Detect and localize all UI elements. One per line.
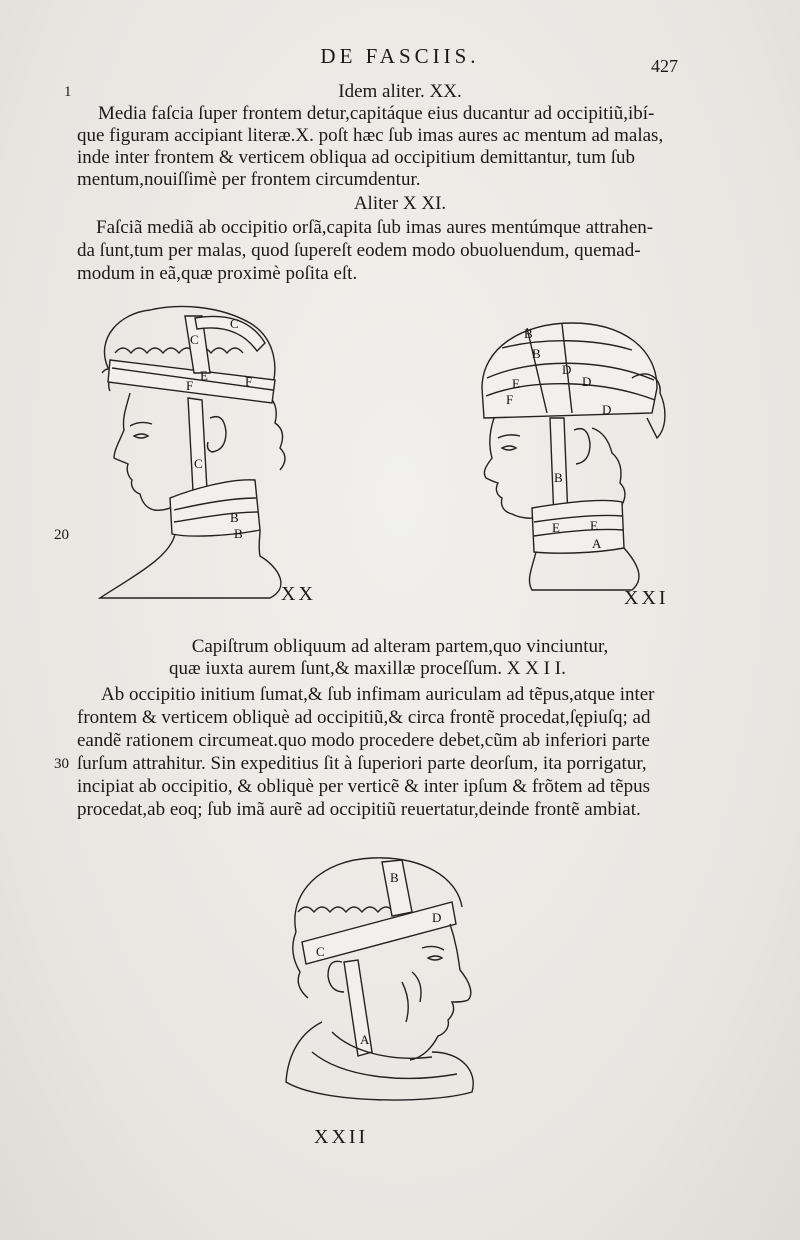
text-line: frontem & verticem obliquè ad occipitiũ,& circa frontẽ procedat,ſępiuſq; ad	[77, 707, 651, 728]
figure-letter: F	[245, 374, 253, 389]
figure-letter: B	[554, 470, 563, 485]
figure-letter: B	[524, 326, 533, 341]
figure-letter: E	[590, 518, 598, 533]
text-line: procedat,ab eoq; ſub imã aurẽ ad occipitiũ reuertatur,deinde frontẽ ambiat.	[77, 799, 641, 820]
figure-letter: E	[552, 520, 560, 535]
text-line: incipiat ab occipitio, & obliquè per verticẽ & inter ipſum & frõtem ad tẽpus	[77, 776, 651, 797]
figure-caption: XXI	[624, 587, 669, 609]
figure-letter: D	[582, 374, 592, 389]
page-number: 427	[651, 56, 678, 76]
text-line: Media faſcia ſuper frontem detur,capitáque eius ducantur ad occipitiũ,ibí-	[98, 103, 655, 124]
figure-letter: B	[390, 870, 399, 885]
text-line: da ſunt,tum per malas, quod ſupereſt eodem modo obuoluendum, quemad-	[77, 240, 641, 261]
figure-letter: D	[602, 402, 612, 417]
text-line: inde inter frontem & verticem obliqua ad occipitium demittantur, tum ſub	[77, 147, 636, 168]
text-line: Faſciã mediã ab occipitio orſã,capita ſub imas aures mentúmque attrahen-	[96, 217, 654, 238]
figure-letter: B	[532, 346, 541, 361]
text-line: que figuram accipiant literæ.X. poſt hæc ſub imas aures ac mentum ad malas,	[77, 125, 664, 146]
figure-letter: C	[190, 332, 199, 347]
figure-letter: F	[506, 392, 514, 407]
section-heading: Aliter X XI.	[353, 193, 447, 214]
text-line: modum in eã,quæ proximè poſita eſt.	[77, 263, 358, 284]
figure-xxii-illustration	[282, 852, 492, 1114]
figure-letter: D	[432, 910, 442, 925]
margin-line-number: 30	[54, 756, 69, 772]
running-header: DE FASCIIS.	[320, 44, 480, 68]
figure-xxi-illustration	[472, 318, 672, 598]
section-heading: quæ iuxta aurem ſunt,& maxillæ proceſſum. X X I I.	[169, 658, 566, 679]
figure-letter: E	[200, 368, 208, 383]
figure-letter: B	[230, 510, 239, 525]
text-line: eandẽ rationem circumeat.quo modo procedere debet,cũm ab inferiori parte	[77, 730, 650, 751]
text-line: Ab occipitio initium ſumat,& ſub infimam auriculam ad tẽpus,atque inter	[101, 684, 655, 705]
figure-caption: XX	[281, 583, 316, 605]
figure-letter: E	[512, 376, 520, 391]
figure-letter: A	[592, 536, 602, 551]
figure-caption: XXII	[314, 1126, 369, 1148]
margin-line-number: 1	[64, 84, 72, 100]
text-line: ſurſum attrahitur. Sin expeditius ſit à ſuperiori parte deorſum, ita porrigatur,	[77, 753, 647, 774]
section-heading: Idem aliter. XX.	[338, 81, 462, 102]
figure-letter: F	[186, 378, 194, 393]
figure-letter: A	[360, 1032, 370, 1047]
text-line: mentum,nouiſſimè per frontem circumdentur.	[77, 169, 421, 190]
figure-letter: C	[230, 316, 239, 331]
figure-letter: C	[194, 456, 203, 471]
figure-letter: D	[562, 362, 572, 377]
margin-line-number: 20	[54, 527, 69, 543]
figure-letter: B	[234, 526, 243, 541]
section-heading: Capiſtrum obliquum ad alteram partem,quo vinciuntur,	[191, 636, 609, 657]
figure-letter: C	[316, 944, 325, 959]
figure-xx-illustration	[90, 298, 300, 610]
